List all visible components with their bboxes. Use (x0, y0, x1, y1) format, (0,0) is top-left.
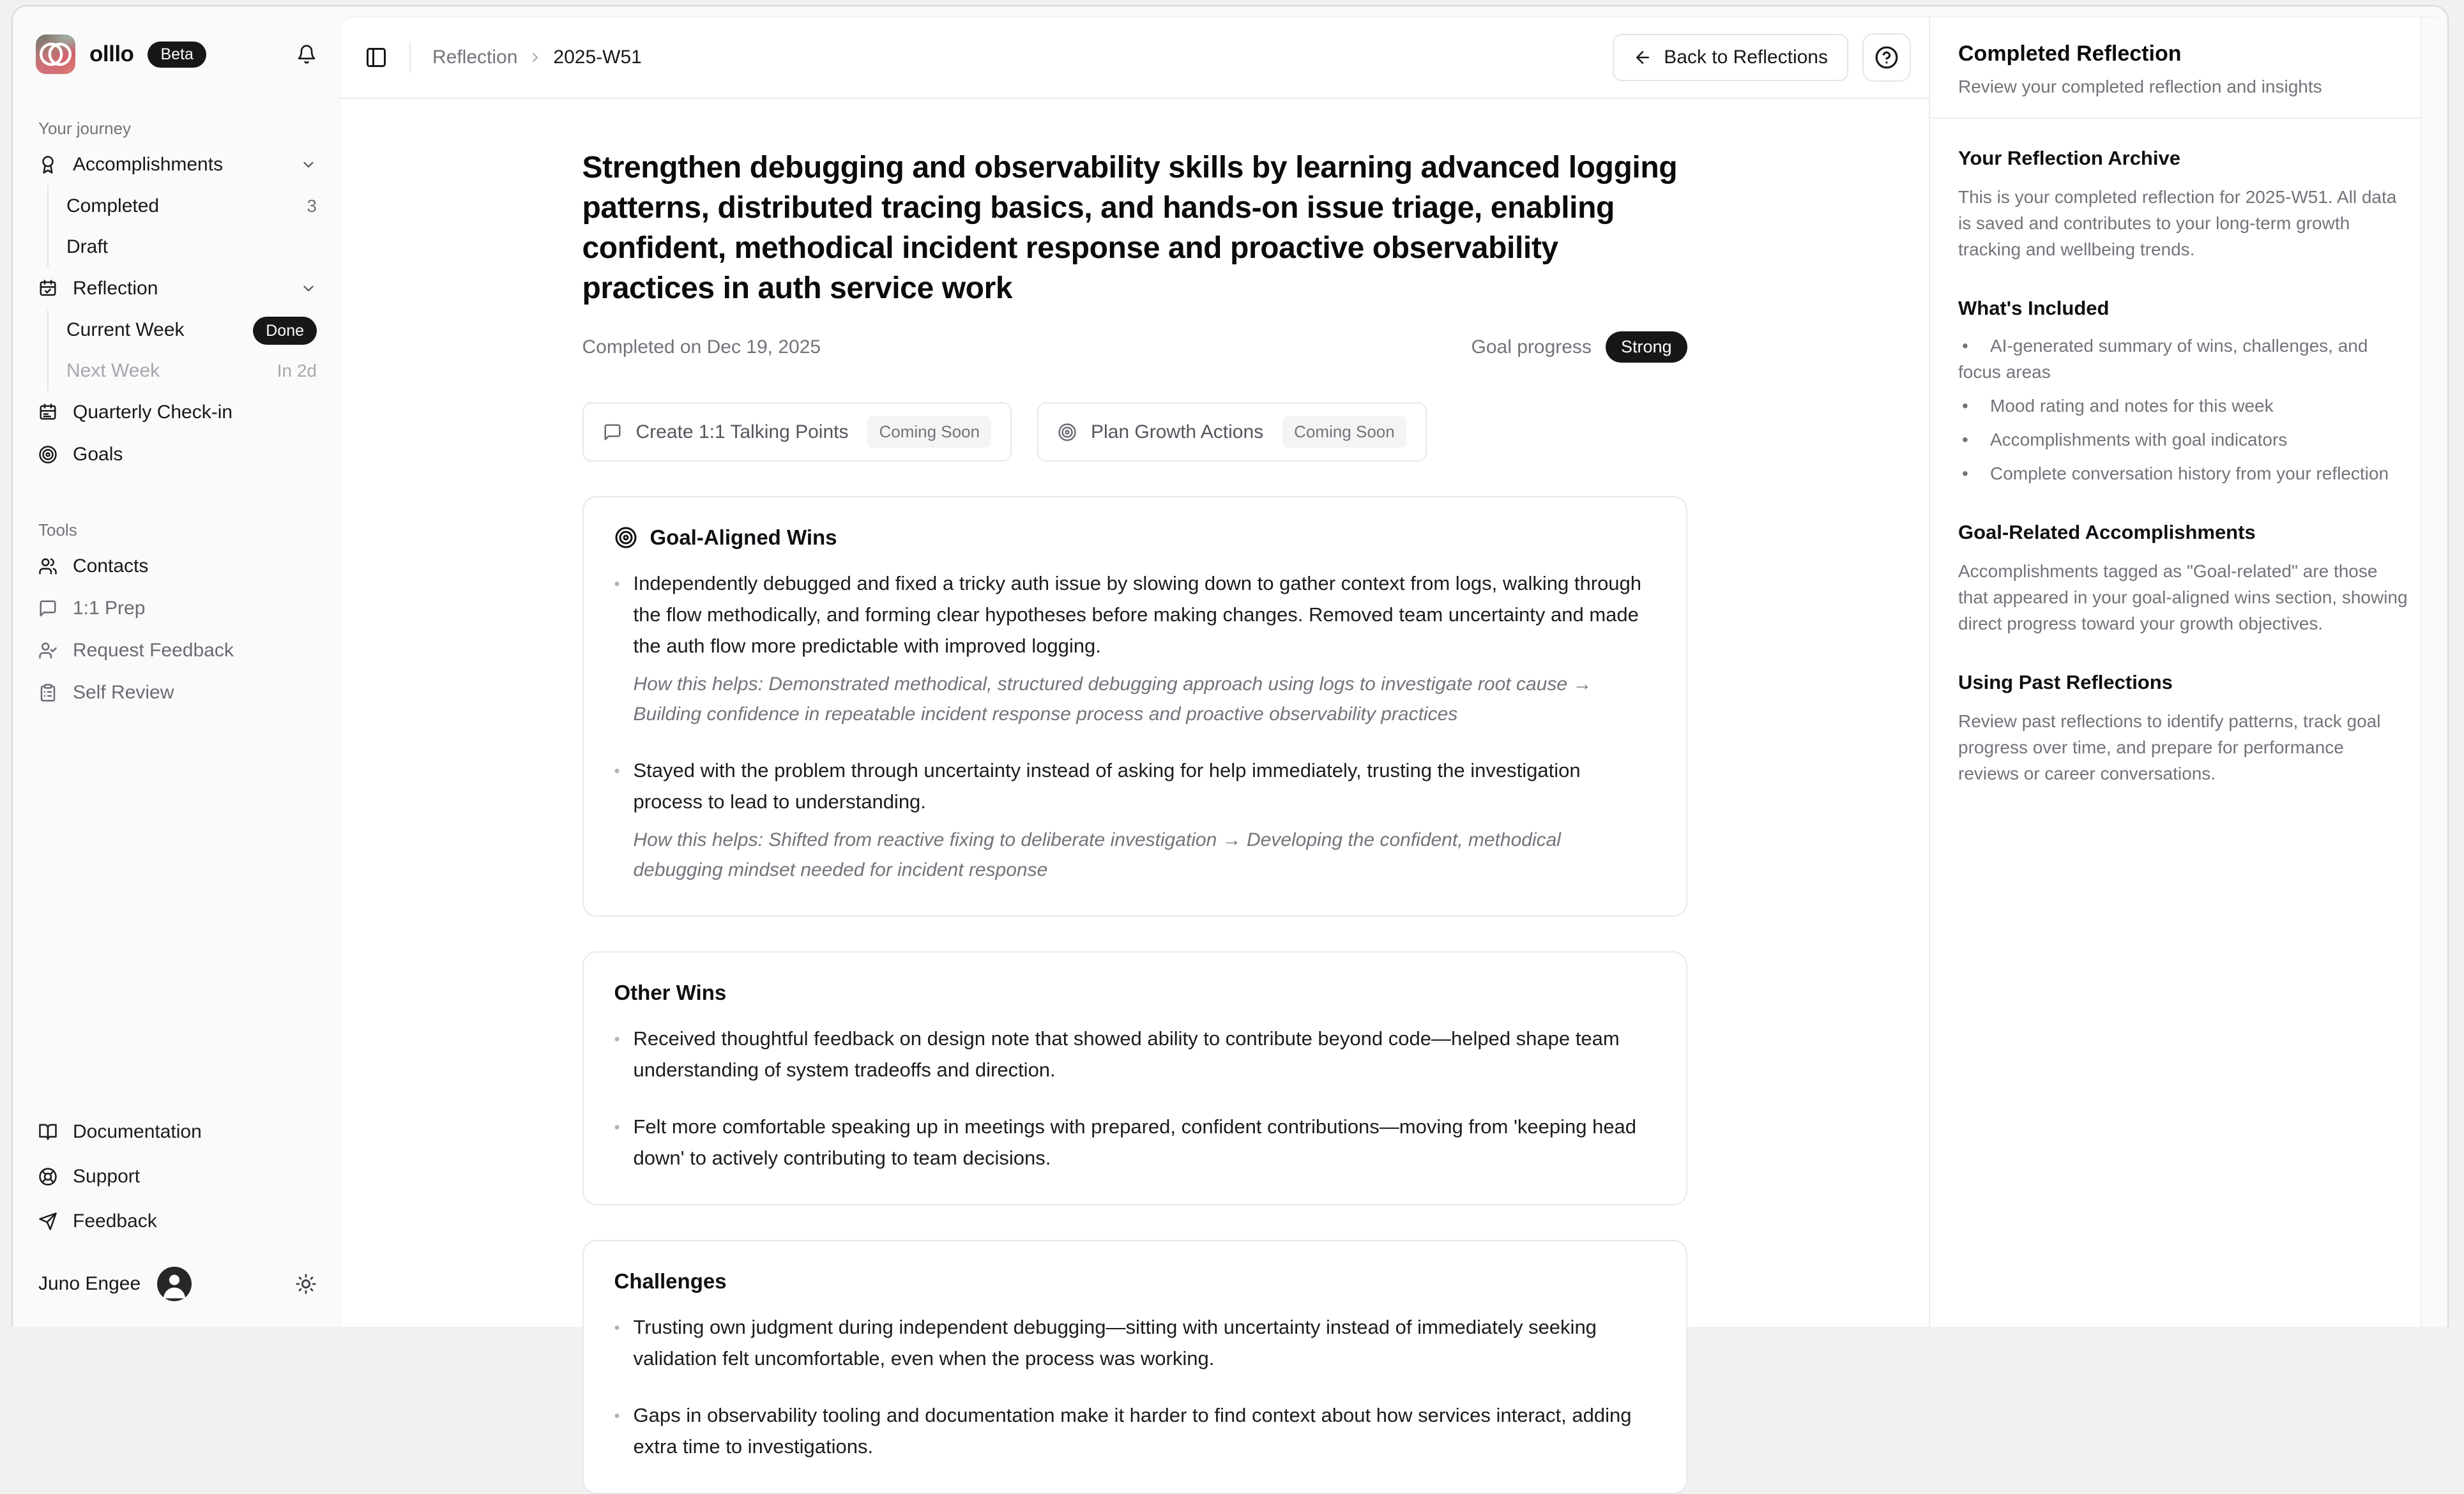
goal-aligned-wins-card (582, 496, 1687, 917)
actions-row (582, 402, 1687, 462)
win-text: • Received thoughtful feedback on design note that showed ability to contribute beyond code—helped shape team understanding of system tradeoffs and direction. (614, 1023, 1655, 1085)
win-text: • Stayed with the problem through uncertainty instead of asking for help immediately, trusting the investigation process to lead to understanding. (614, 755, 1655, 817)
sidebar-item-accomplishments[interactable] (36, 144, 317, 186)
back-button-label: Back to Reflections (1664, 47, 1828, 68)
win-list (614, 568, 1655, 885)
win-list (614, 1023, 1655, 1173)
goal-progress-badge: Strong (1606, 331, 1687, 363)
completed-date: Completed on Dec 19, 2025 (582, 336, 821, 358)
sidebar-item-goals[interactable] (36, 434, 317, 476)
section-heading: What's Included (1958, 297, 2110, 319)
breadcrumb-current: 2025-W51 (553, 47, 642, 68)
section-body: Accomplishments tagged as "Goal-related" are those that appeared in your goal-aligned wins section, showing direct progress toward your growth objectives. (1958, 561, 2408, 633)
coming-soon-badge: Coming Soon (1282, 416, 1406, 448)
sidebar-item-support[interactable] (36, 1154, 317, 1199)
list-item: • Accomplishments with goal indicators (1958, 426, 2409, 453)
section-heading: Goal-Related Accomplishments (1958, 521, 2256, 543)
sidebar-item-quarterly-check-in[interactable] (36, 391, 317, 434)
right-panel-subtitle: Review your completed reflection and insights (1958, 77, 2322, 96)
tools-section-label: Tools (38, 520, 77, 540)
sidebar-item-label: Current Week (66, 319, 185, 340)
meta-row (582, 331, 1687, 363)
sidebar-item-contacts[interactable] (36, 545, 317, 587)
section-body: Review past reflections to identify patterns, track goal progress over time, and prepare for performance reviews or career conversations. (1958, 711, 2381, 783)
target-icon (614, 526, 637, 549)
list-item (614, 755, 1655, 885)
help-circle-icon (1875, 45, 1899, 70)
footer-item-label: Documentation (73, 1121, 202, 1142)
card-title: Other Wins (614, 981, 727, 1005)
sidebar-item-label: Quarterly Check-in (73, 402, 233, 423)
sidebar-item-label: 1:1 Prep (73, 598, 146, 619)
sidebar (13, 6, 340, 1327)
message-square-icon (603, 423, 622, 442)
challenges-card (582, 1240, 1687, 1494)
user-name: Juno Engee (38, 1273, 141, 1294)
header-divider (409, 42, 411, 73)
brand-name: olllo (89, 42, 134, 66)
book-open-icon (38, 1122, 57, 1142)
sun-icon[interactable] (295, 1273, 317, 1295)
person-icon (157, 1267, 192, 1301)
win-text: • Gaps in observability tooling and documentation make it harder to find context about how services interact, adding extra time to investigations. (614, 1400, 1655, 1462)
bell-icon[interactable] (296, 44, 317, 64)
sidebar-item-next-week[interactable] (66, 351, 317, 391)
sidebar-item-1-1-prep[interactable] (36, 587, 317, 630)
win-help-note: How this helps: Shifted from reactive fixing to deliberate investigation → Developing the confident, methodical debugging mindset needed for incident response (633, 829, 1561, 881)
target-icon (1058, 423, 1077, 442)
section-heading: Your Reflection Archive (1958, 147, 2180, 169)
sidebar-item-self-review[interactable] (36, 672, 317, 714)
sidebar-item-label: Accomplishments (73, 154, 224, 175)
sidebar-item-request-feedback[interactable] (36, 630, 317, 672)
reflection-content (582, 99, 1687, 1494)
breadcrumb-parent[interactable]: Reflection (432, 47, 518, 68)
back-to-reflections-button[interactable] (1613, 34, 1848, 81)
journey-section-label: Your journey (38, 119, 132, 138)
users-icon (38, 557, 57, 576)
create-talking-points-button[interactable] (582, 402, 1012, 462)
chevron-down-icon (300, 156, 317, 173)
life-buoy-icon (38, 1167, 57, 1186)
win-text: • Independently debugged and fixed a tricky auth issue by slowing down to gather context from logs, walking through the flow methodically, and forming clear hypotheses before making changes. Removed team uncertainty and made the auth flow more predictable with improved logging. (614, 568, 1655, 661)
scrollbar-track[interactable] (2421, 17, 2447, 1327)
calendar-check-icon (38, 279, 57, 298)
user-row (36, 1267, 317, 1301)
sidebar-item-feedback[interactable] (36, 1199, 317, 1244)
award-icon (38, 155, 57, 174)
target-icon (38, 445, 57, 464)
main-panel (340, 17, 2447, 1458)
list-item: • Complete conversation history from your reflection (1958, 460, 2409, 487)
win-text: • Felt more comfortable speaking up in meetings with prepared, confident contributions—moving from 'keeping head down' to actively contributing to team decisions. (614, 1111, 1655, 1173)
reflection-sublist (47, 310, 317, 391)
list-item (614, 1111, 1655, 1173)
page-title: Strengthen debugging and observability skills by learning advanced logging patterns, distributed tracing basics, and hands-on issue triage, enabling confident, methodical incident response and proactive observability practices in auth service work (582, 151, 1678, 305)
action-label: Create 1:1 Talking Points (635, 421, 849, 442)
chevron-right-icon (528, 50, 543, 65)
sidebar-item-label: Goals (73, 444, 123, 465)
panel-left-toggle-icon[interactable] (365, 46, 388, 69)
card-title: Challenges (614, 1269, 727, 1294)
main-header (340, 17, 1929, 99)
brand-row (36, 34, 317, 74)
sidebar-item-label: Completed (66, 195, 160, 216)
help-button[interactable] (1862, 33, 1911, 82)
right-panel-content (1930, 119, 2447, 812)
list-item (614, 1400, 1655, 1462)
main-column (340, 17, 1929, 1458)
done-badge: Done (253, 317, 317, 345)
message-square-icon (38, 599, 57, 618)
win-help-note: How this helps: Demonstrated methodical, structured debugging approach using logs to investigate root cause → Building confidence in repeatable incident response process and proactive observability practices (633, 674, 1592, 725)
list-item (614, 1311, 1655, 1374)
list-item (614, 568, 1655, 729)
arrow-left-icon (1633, 48, 1652, 67)
section-heading: Using Past Reflections (1958, 671, 2173, 693)
footer-item-label: Feedback (73, 1211, 157, 1232)
list-item: • AI-generated summary of wins, challenges, and focus areas (1958, 333, 2409, 385)
olllo-logo (36, 34, 75, 74)
right-info-panel (1929, 17, 2447, 1327)
sidebar-item-label: Self Review (73, 682, 174, 703)
beta-badge: Beta (148, 42, 206, 68)
sidebar-item-label: Request Feedback (73, 640, 234, 661)
sidebar-item-label: Reflection (73, 278, 158, 299)
list-item (614, 1023, 1655, 1085)
list-item: • Mood rating and notes for this week (1958, 393, 2409, 419)
sidebar-item-label: Contacts (73, 555, 149, 577)
win-list (614, 1311, 1655, 1462)
accomplishments-sublist (47, 186, 317, 268)
sidebar-spacer (36, 714, 317, 1110)
win-text: • Trusting own judgment during independent debugging—sitting with uncertainty instead of immediately seeking validation felt uncomfortable, even when the process was working. (614, 1311, 1655, 1374)
clipboard-list-icon (38, 683, 57, 702)
next-week-due: In 2d (277, 361, 317, 381)
logo-rings-icon (36, 34, 75, 74)
other-wins-card (582, 951, 1687, 1205)
goal-progress-label: Goal progress (1471, 336, 1592, 358)
sidebar-item-completed[interactable] (66, 186, 317, 227)
card-title: Goal-Aligned Wins (650, 525, 837, 550)
send-icon (38, 1212, 57, 1231)
sidebar-item-reflection[interactable] (36, 268, 317, 310)
sidebar-item-current-week[interactable] (66, 310, 317, 351)
plan-growth-actions-button[interactable] (1037, 402, 1427, 462)
sidebar-item-label: Next Week (66, 360, 160, 381)
right-panel-title: Completed Reflection (1958, 42, 2182, 66)
app-window (11, 5, 2449, 1458)
completed-count: 3 (307, 196, 317, 216)
included-list (1958, 333, 2409, 487)
sidebar-item-documentation[interactable] (36, 1110, 317, 1154)
footer-item-label: Support (73, 1166, 141, 1187)
user-check-icon (38, 641, 57, 660)
sidebar-item-draft[interactable] (66, 227, 317, 268)
right-panel-header (1930, 17, 2447, 119)
avatar[interactable] (157, 1267, 192, 1301)
calendar-icon (38, 403, 57, 422)
section-body: This is your completed reflection for 2025-W51. All data is saved and contributes to your long-term growth tracking and wellbeing trends. (1958, 187, 2397, 259)
reflection-scroll-area[interactable] (340, 99, 1929, 1494)
action-label: Plan Growth Actions (1091, 421, 1264, 442)
coming-soon-badge: Coming Soon (867, 416, 991, 448)
sidebar-item-label: Draft (66, 236, 109, 257)
chevron-down-icon (300, 280, 317, 297)
